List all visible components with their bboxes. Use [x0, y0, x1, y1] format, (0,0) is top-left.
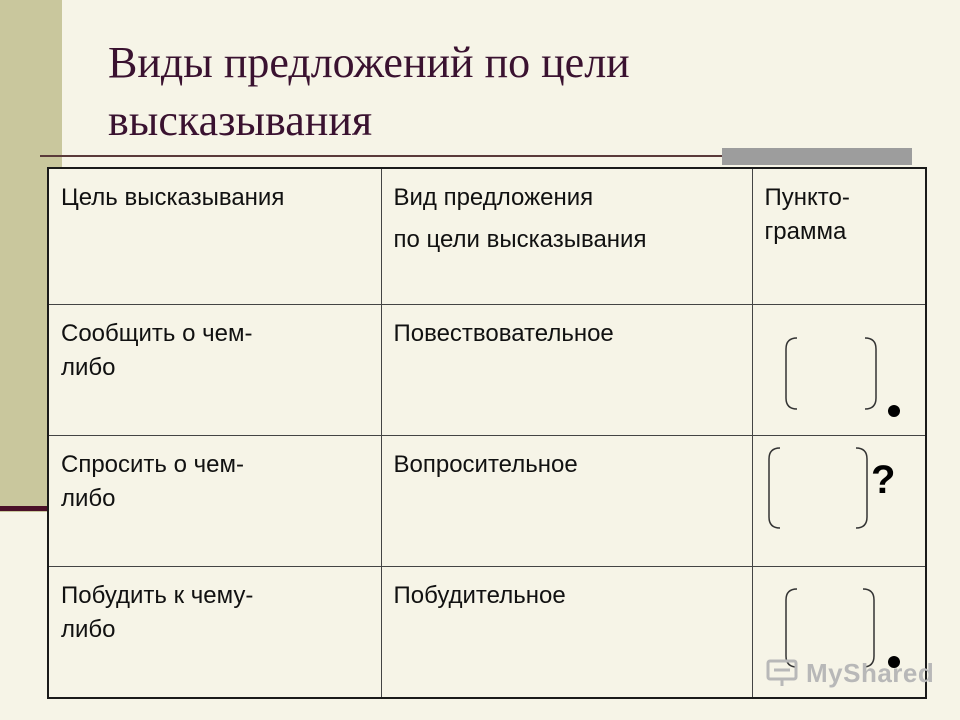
table-header-row: [48, 168, 926, 305]
row-type-text: Повествовательное: [393, 320, 614, 347]
slide-title: [108, 34, 868, 150]
header-type: [381, 168, 752, 305]
header-goal-label: Цель высказывания: [61, 184, 285, 211]
row-type-text: Вопросительное: [393, 451, 578, 478]
table-row: [48, 305, 926, 436]
punctogram-cell: [752, 305, 926, 436]
table-row: [48, 436, 926, 567]
sentence-types-table: [47, 167, 927, 699]
row-goal-text-1: Побудить к чему-: [61, 582, 254, 609]
punctogram-cell: [752, 436, 926, 567]
close-bracket-shape: [865, 338, 876, 409]
row-goal-text-2: либо: [61, 616, 116, 643]
close-bracket-shape: [863, 589, 874, 667]
punctogram-interrogative: [753, 436, 927, 554]
slide-title-line2: высказывания: [108, 96, 373, 145]
row-goal: [48, 305, 381, 436]
open-bracket-shape: [786, 589, 797, 667]
header-type-label-1: Вид предложения: [393, 184, 594, 211]
punctogram-declarative: [753, 305, 927, 423]
watermark-text: MyShared: [806, 658, 935, 688]
period-mark: [888, 405, 900, 417]
row-goal-text-2: либо: [61, 485, 116, 512]
row-type: [381, 567, 752, 699]
slide-title-line1: Виды предложений по цели: [108, 38, 630, 87]
row-goal: [48, 436, 381, 567]
open-bracket-shape: [786, 338, 797, 409]
header-goal: [48, 168, 381, 305]
header-punct-label-2: грамма: [764, 218, 847, 245]
open-bracket-shape: [769, 448, 780, 528]
row-type-text: Побудительное: [393, 582, 566, 609]
header-punctogram: [752, 168, 926, 305]
row-goal-text-2: либо: [61, 354, 116, 381]
row-type: [381, 436, 752, 567]
header-type-label-2: по цели высказывания: [393, 226, 647, 253]
decor-gray-block: [722, 148, 912, 165]
row-goal-text-1: Спросить о чем-: [61, 451, 244, 478]
presentation-board-icon: [766, 658, 800, 688]
row-goal: [48, 567, 381, 699]
header-punct-label-1: Пункто-: [764, 184, 850, 211]
row-type: [381, 305, 752, 436]
close-bracket-shape: [856, 448, 867, 528]
row-goal-text-1: Сообщить о чем-: [61, 320, 253, 347]
question-mark: ?: [870, 458, 895, 502]
